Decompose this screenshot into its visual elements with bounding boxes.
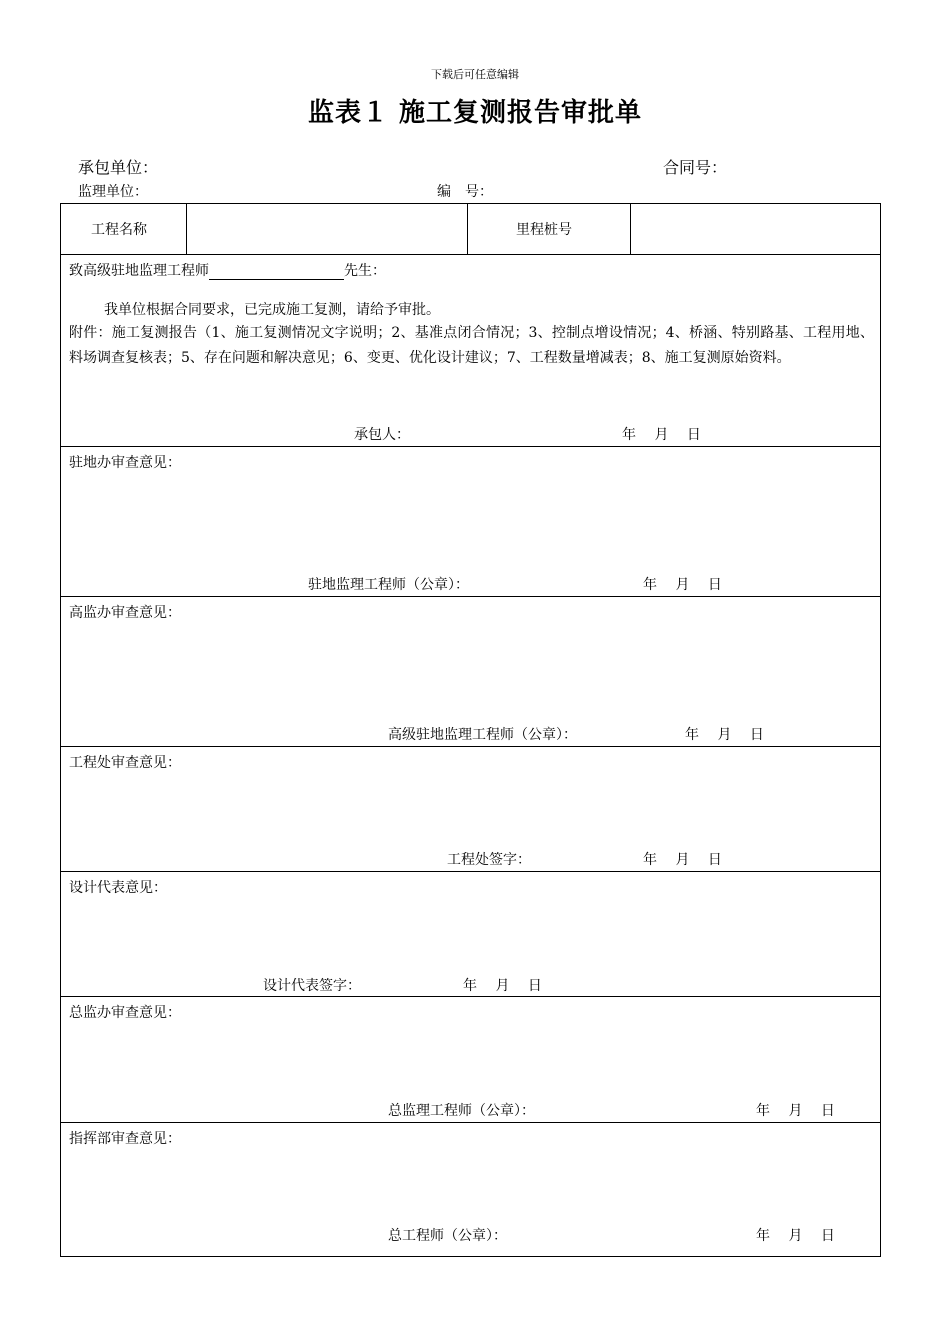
request-statement: 我单位根据合同要求，已完成施工复测，请给予审批。 <box>104 302 440 318</box>
row-divider <box>61 446 880 447</box>
design-review-title: 设计代表意见： <box>69 880 167 896</box>
contractor-sign-label: 承包人： <box>354 427 410 443</box>
senior-date: 年 月 日 <box>685 727 764 743</box>
form-title: 监表１ 施工复测报告审批单 <box>307 98 643 128</box>
addressee-line <box>69 260 386 280</box>
resident-review-title: 驻地办审查意见： <box>69 455 181 471</box>
row-divider <box>61 596 880 597</box>
attachments-text: 附件：施工复测报告（1、施工复测情况文字说明；2、基准点闭合情况；3、控制点增设情况；4、桥涵、特别路基、工程用地、料场调查复核表；5、存在问题和解决意见；6、变更、优化设计建议；7、工程数量增减表；8、施工复测原始资料。 <box>69 325 874 366</box>
row-divider <box>61 871 880 872</box>
senior-sign-label: 高级驻地监理工程师（公章）： <box>388 727 577 743</box>
divider <box>186 204 187 254</box>
download-note: 下载后可任意编辑 <box>431 68 519 81</box>
command-date: 年 月 日 <box>756 1228 835 1244</box>
engineering-date: 年 月 日 <box>643 852 722 868</box>
design-sign-label: 设计代表签字： <box>263 978 361 994</box>
contract-no-label: 合同号： <box>663 158 728 177</box>
divider <box>630 204 631 254</box>
resident-date: 年 月 日 <box>643 577 722 593</box>
approval-form <box>60 203 881 1257</box>
command-sign-label: 总工程师（公章）： <box>388 1228 507 1244</box>
divider <box>467 204 468 254</box>
addressee-blank[interactable] <box>209 263 344 280</box>
mileage-label: 里程桩号 <box>516 222 572 238</box>
engineering-review-title: 工程处审查意见： <box>69 755 181 771</box>
chief-review-title: 总监办审查意见： <box>69 1005 181 1021</box>
row-divider <box>61 996 880 997</box>
chief-date: 年 月 日 <box>756 1103 835 1119</box>
contractor-date: 年 月 日 <box>622 427 701 443</box>
row-divider <box>61 1122 880 1123</box>
resident-sign-label: 驻地监理工程师（公章）： <box>308 577 469 593</box>
addressee-suffix: 先生： <box>344 263 386 279</box>
addressee-prefix: 致高级驻地监理工程师 <box>69 263 209 279</box>
chief-sign-label: 总监理工程师（公章）： <box>388 1103 535 1119</box>
row-divider <box>61 746 880 747</box>
contractor-label: 承包单位： <box>78 158 159 177</box>
number-label: 编 号： <box>437 184 493 200</box>
row-divider <box>61 254 880 255</box>
design-date: 年 月 日 <box>463 978 542 994</box>
supervisor-label: 监理单位： <box>78 184 148 200</box>
senior-review-title: 高监办审查意见： <box>69 605 181 621</box>
project-name-label: 工程名称 <box>91 222 147 238</box>
command-review-title: 指挥部审查意见： <box>69 1131 181 1147</box>
engineering-sign-label: 工程处签字： <box>447 852 531 868</box>
